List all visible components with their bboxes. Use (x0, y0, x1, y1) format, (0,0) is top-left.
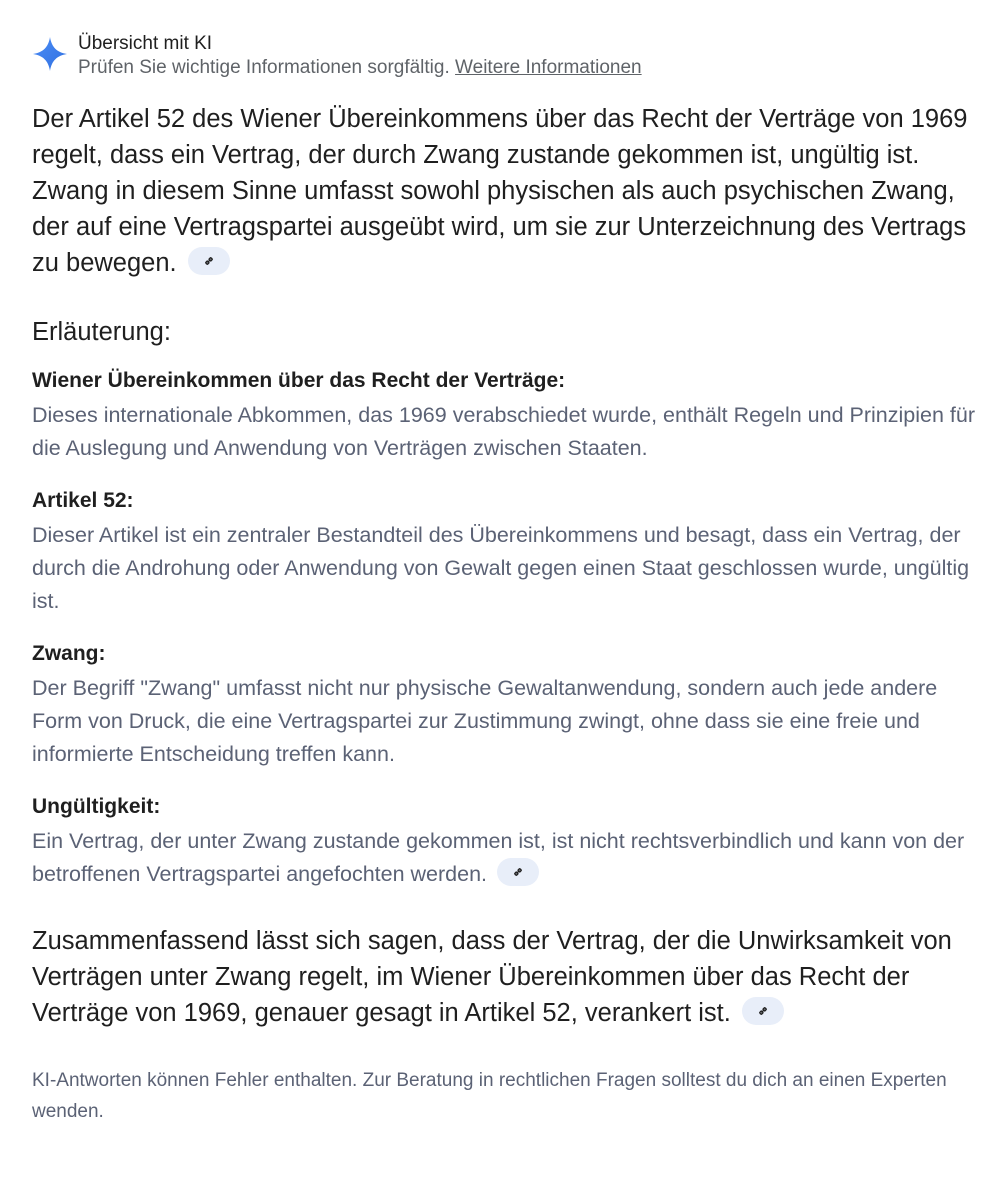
item-title: Artikel 52: (32, 489, 134, 512)
section-title: Erläuterung: (32, 318, 171, 346)
item-body (32, 825, 977, 891)
item-body: Dieser Artikel ist ein zentraler Bestandteil des Übereinkommens und besagt, dass ein Vertrag, der durch die Androhung oder Anwendung von Gewalt gegen einen Staat geschlossen wurde, ungültig ist. (32, 523, 970, 613)
list-item (32, 487, 977, 618)
list-item (32, 367, 977, 465)
subtitle-text: Prüfen Sie wichtige Informationen sorgfältig. (78, 57, 450, 78)
summary-paragraph (32, 923, 977, 1031)
link-icon (511, 865, 525, 879)
more-info-link[interactable]: Weitere Informationen (455, 57, 642, 78)
source-link-chip[interactable] (188, 247, 230, 275)
ai-overview-title: Übersicht mit KI (78, 33, 213, 54)
item-body: Der Begriff "Zwang" umfasst nicht nur physische Gewaltanwendung, sondern auch jede andere Form von Druck, die eine Vertragspartei zur Zustimmung zwingt, ohne dass sie eine freie und informierte Entscheidung treffen kann. (32, 676, 938, 766)
ai-overview-header (32, 32, 642, 80)
link-icon (756, 1004, 770, 1018)
intro-paragraph (32, 101, 977, 281)
intro-text: Der Artikel 52 des Wiener Übereinkommens über das Recht der Verträge von 1969 regelt, dass ein Vertrag, der durch Zwang zustande gekommen ist, ungültig ist. Zwang in diesem Sinne umfasst sowohl physischen als auch psychischen Zwang, der auf eine Vertragspartei ausgeübt wird, um sie zur Unterzeichnung des Vertrags zu bewegen. (32, 105, 968, 277)
sparkle-icon (32, 36, 68, 72)
ai-overview-content (32, 101, 977, 1127)
item-title: Zwang: (32, 642, 106, 665)
source-link-chip[interactable] (742, 997, 784, 1025)
ai-overview-subtitle (78, 56, 642, 80)
link-icon (202, 254, 216, 268)
item-title: Wiener Übereinkommen über das Recht der Verträge: (32, 369, 566, 392)
list-item (32, 640, 977, 771)
source-link-chip[interactable] (497, 858, 539, 886)
item-body-text: Ein Vertrag, der unter Zwang zustande gekommen ist, ist nicht rechtsverbindlich und kann von der betroffenen Vertragspartei angefochten werden. (32, 829, 965, 886)
summary-text: Zusammenfassend lässt sich sagen, dass der Vertrag, der die Unwirksamkeit von Verträgen unter Zwang regelt, im Wiener Übereinkommen über das Recht der Verträge von 1969, genauer gesagt in Artikel 52, verankert ist. (32, 927, 952, 1027)
list-item (32, 793, 977, 891)
item-body: Dieses internationale Abkommen, das 1969 verabschiedet wurde, enthält Regeln und Prinzipien für die Auslegung und Anwendung von Verträgen zwischen Staaten. (32, 403, 975, 460)
disclaimer-text: KI-Antworten können Fehler enthalten. Zur Beratung in rechtlichen Fragen solltest du dich an einen Experten wenden. (32, 1070, 947, 1122)
item-title: Ungültigkeit: (32, 795, 161, 818)
